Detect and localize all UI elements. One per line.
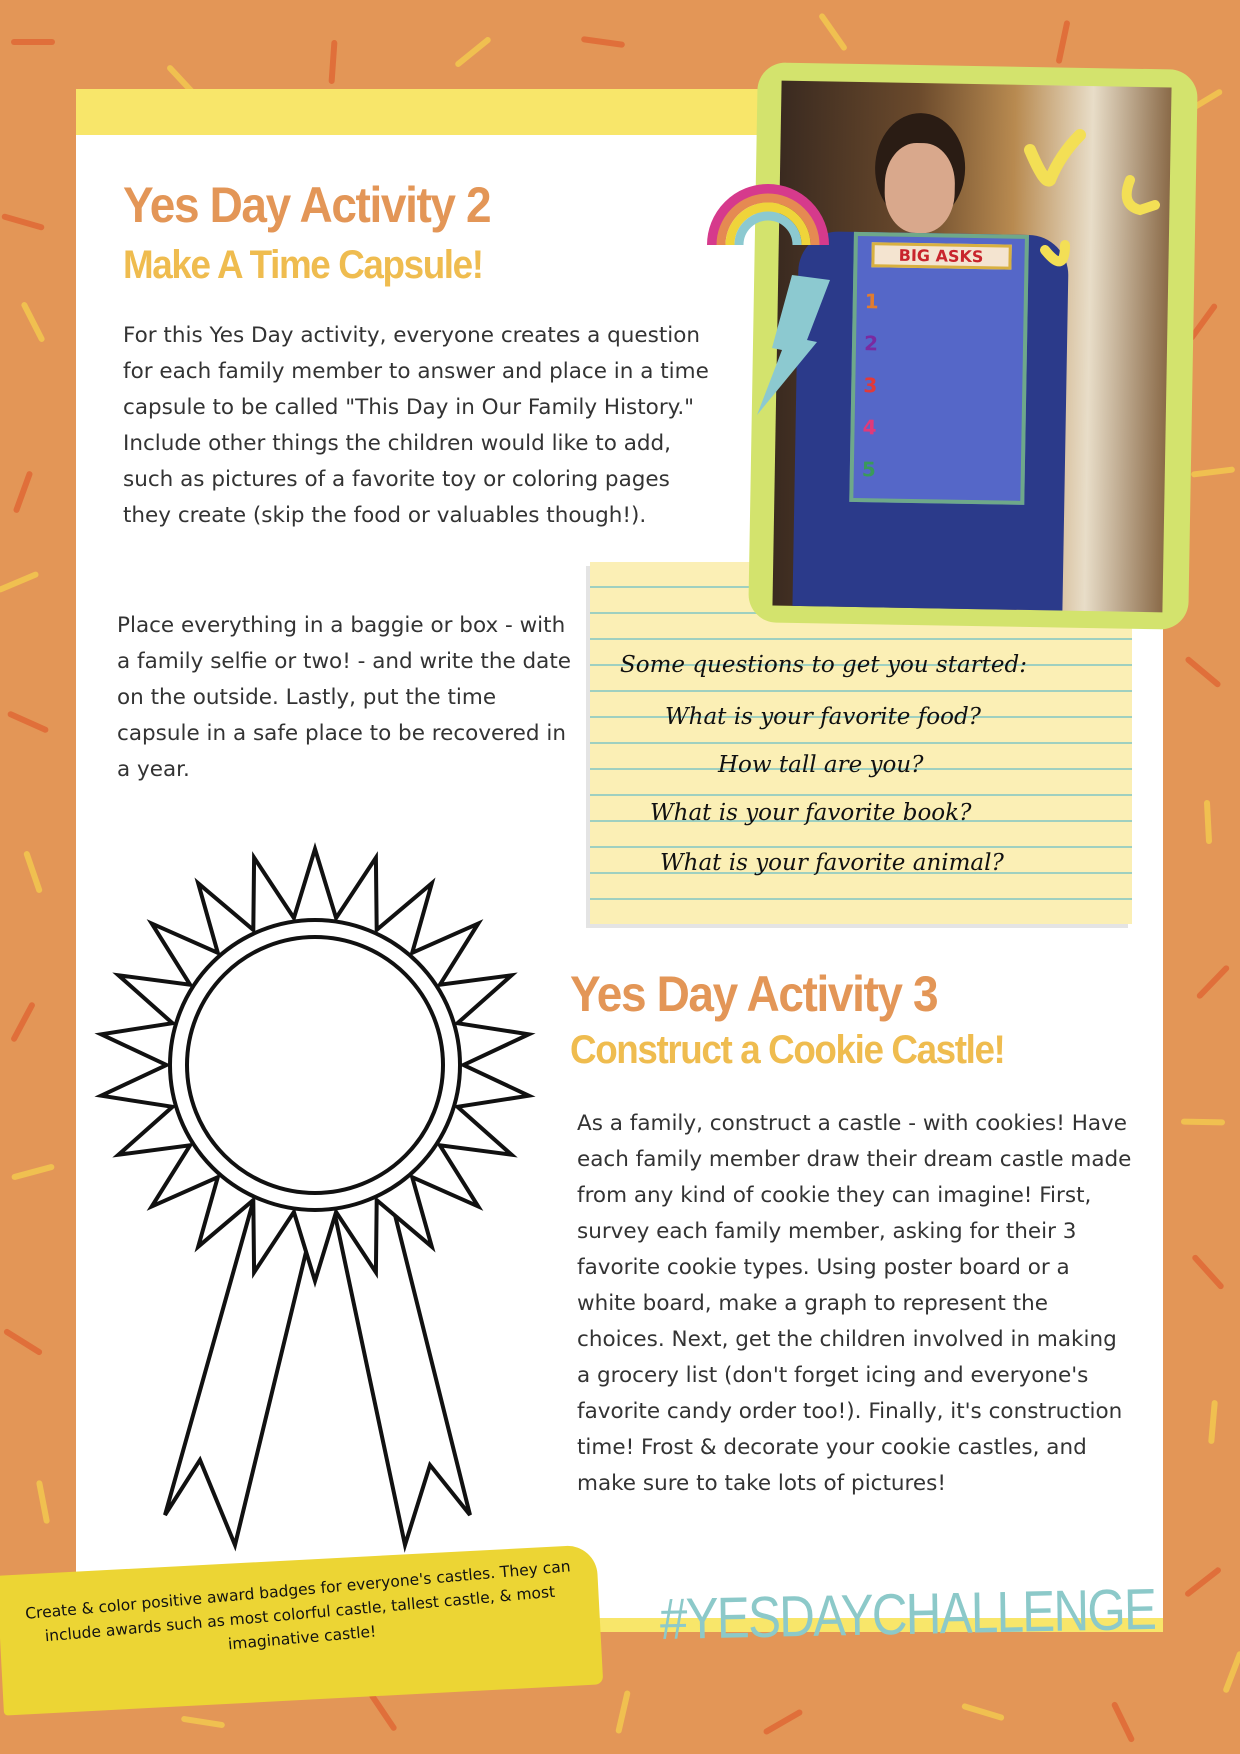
sign-board	[849, 232, 1029, 505]
activity2-title: Yes Day Activity 2	[123, 177, 491, 233]
confetti-dash	[1204, 800, 1212, 844]
activity3-paragraph: As a family, construct a castle - with cookies! Have each family member draw their dream castle made from any kind of cookie they can imagine! First, survey each family member, asking for their 3 favorite cookie types. Using poster board or a white board, make a graph to represent the choices. Next, get the children involved in making a grocery list (don't forget icing and everyone's favorite candy order too!). Finally, it's construction time! Frost & decorate your cookie castles, and make sure to take lots of pictures!	[577, 1111, 1132, 1496]
notepad-question: What is your favorite animal?	[660, 850, 1004, 876]
confetti-dash	[20, 301, 45, 343]
activity2-paragraph2: Place everything in a baggie or box - with a family selfie or two! - and write the date on the outside. Lastly, put the time capsule in a safe place to be recovered in a year.	[117, 613, 572, 782]
notepad-question: What is your favorite book?	[650, 800, 972, 826]
top-accent-band	[76, 89, 776, 135]
sign-title: BIG ASKS	[871, 242, 1011, 269]
confetti-dash	[615, 1690, 631, 1734]
face	[884, 142, 956, 233]
confetti-dash	[13, 470, 34, 513]
confetti-dash	[1191, 466, 1235, 477]
confetti-dash	[181, 1716, 225, 1729]
activity2-subtitle: Make A Time Capsule!	[123, 243, 483, 287]
confetti-dash	[1181, 1119, 1225, 1126]
award-badge-outline	[70, 825, 565, 1585]
confetti-dash	[0, 571, 39, 594]
confetti-dash	[10, 1001, 36, 1043]
confetti-dash	[1, 213, 45, 231]
sign-number: 3	[863, 373, 878, 398]
confetti-dash	[762, 1708, 803, 1735]
confetti-dash	[11, 39, 55, 45]
confetti-dash	[961, 1703, 1005, 1722]
hashtag: #YESDAYCHALLENGE	[659, 1576, 1156, 1652]
sign-number: 1	[864, 289, 879, 314]
confetti-dash	[1196, 964, 1231, 1000]
badge-caption: Create & color positive award badges for everyone's castles. They can include awards such as most colorful castle, tallest castle, & most imaginative castle!	[24, 1557, 572, 1654]
confetti-dash	[3, 1328, 43, 1356]
lightning-bolt-icon	[752, 270, 832, 420]
confetti-dash	[7, 710, 50, 733]
confetti-dash	[818, 12, 848, 51]
confetti-dash	[328, 40, 337, 84]
confetti-dash	[23, 850, 43, 894]
activity2-paragraph1: For this Yes Day activity, everyone creates a question for each family member to answer and place in a time capsule to be called "This Day in Our Family History." Include other things the children would like to add, such as pictures of a favorite toy or coloring pages they create (skip the food or valuables though!).	[123, 323, 709, 528]
rainbow-icon	[700, 140, 840, 250]
confetti-dash	[1208, 1400, 1218, 1444]
confetti-dash	[1222, 1650, 1240, 1693]
activity3-title: Yes Day Activity 3	[570, 966, 938, 1022]
confetti-dash	[11, 1163, 55, 1180]
notepad-question: How tall are you?	[718, 752, 924, 778]
notepad-heading: Some questions to get you started:	[620, 652, 1027, 678]
confetti-dash	[36, 1480, 50, 1524]
confetti-dash	[368, 1692, 398, 1732]
notepad-question: What is your favorite food?	[665, 704, 981, 730]
confetti-dash	[454, 36, 492, 68]
confetti-dash	[1184, 1566, 1222, 1598]
confetti-dash	[581, 36, 625, 48]
sign-number: 2	[863, 331, 879, 356]
confetti-dash	[1111, 1701, 1136, 1743]
sign-number: 4	[862, 415, 877, 440]
sign-number: 5	[861, 457, 877, 482]
confetti-dash	[1055, 20, 1070, 64]
activity3-subtitle: Construct a Cookie Castle!	[570, 1028, 1005, 1072]
confetti-dash	[1191, 1254, 1225, 1291]
confetti-dash	[1184, 656, 1222, 689]
heart-doodle-icons	[1020, 125, 1170, 325]
